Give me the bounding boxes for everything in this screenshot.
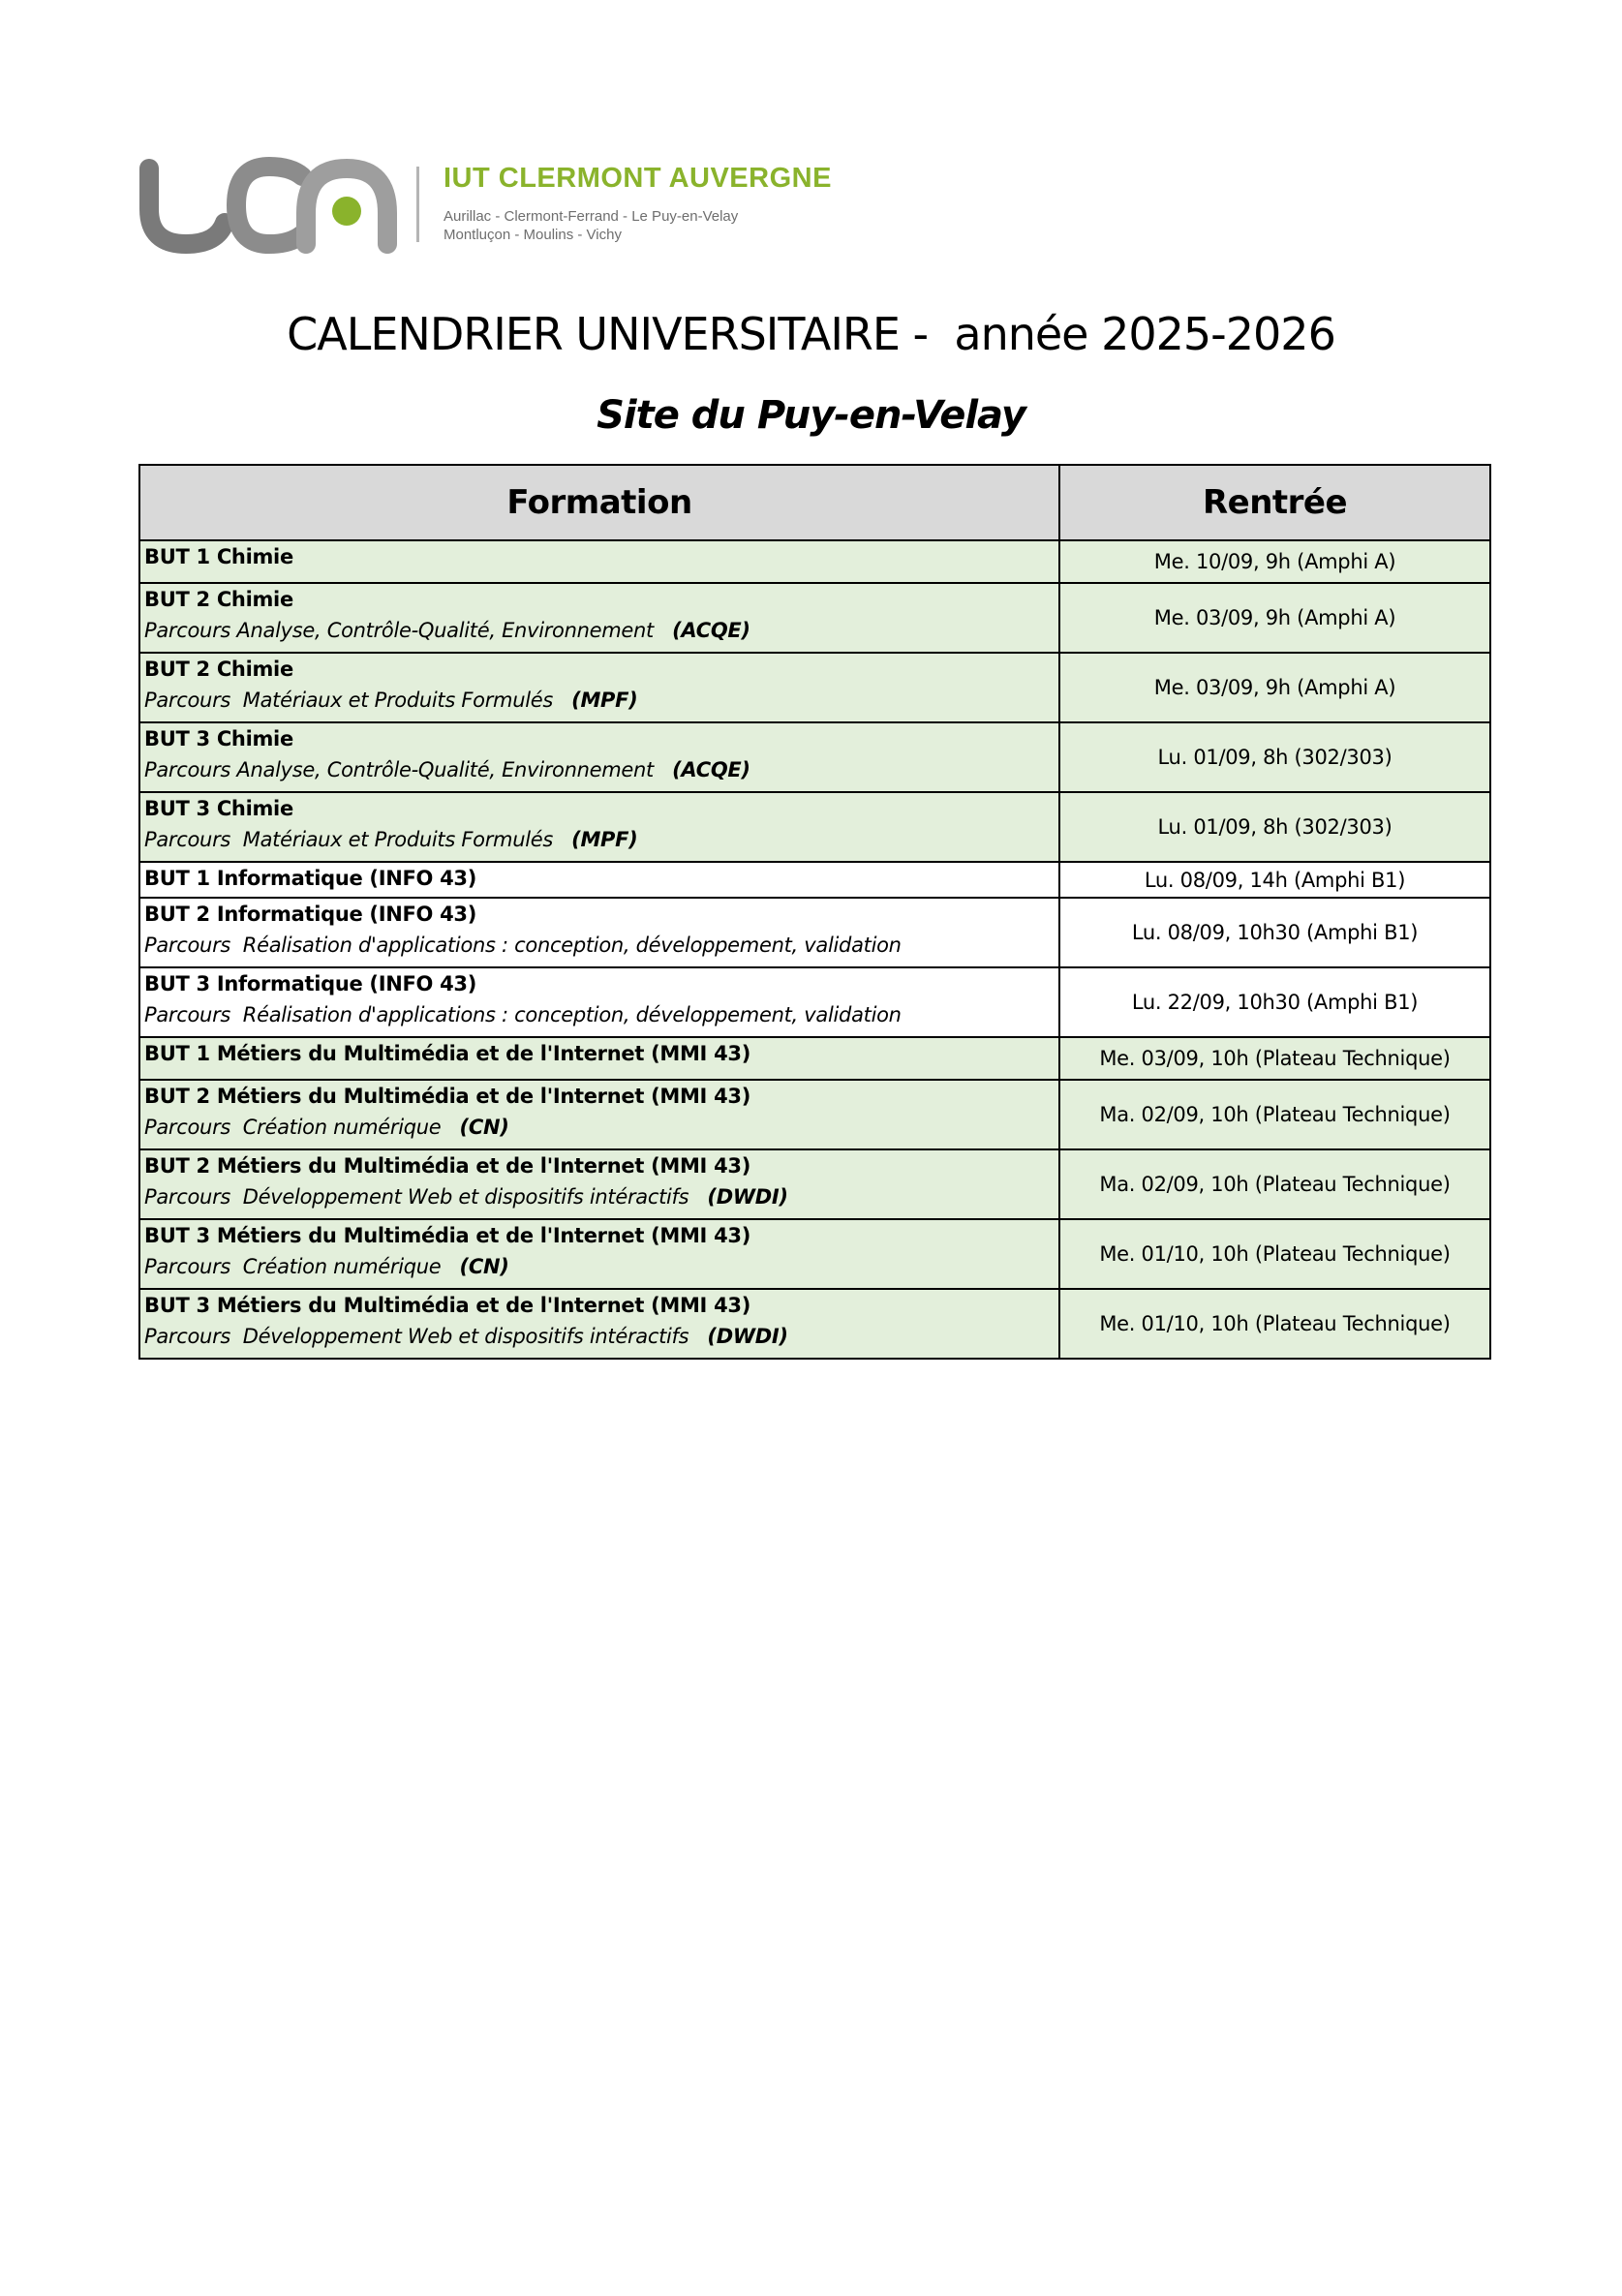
parcours-label: Parcours Création numérique bbox=[144, 1255, 460, 1278]
parcours-label: Parcours Création numérique bbox=[144, 1116, 460, 1139]
table-row bbox=[139, 1219, 1490, 1289]
calendar-table bbox=[138, 464, 1491, 1360]
formation-parcours bbox=[144, 824, 1055, 855]
logo-sites-line2: Montluçon - Moulins - Vichy bbox=[444, 227, 622, 243]
table-row bbox=[139, 898, 1490, 967]
rentree-cell: Lu. 08/09, 14h (Amphi B1) bbox=[1059, 862, 1490, 898]
parcours-label: Parcours Développement Web et dispositifs intéractifs bbox=[144, 1325, 708, 1348]
rentree-cell: Lu. 01/09, 8h (302/303) bbox=[1059, 722, 1490, 792]
formation-parcours bbox=[144, 1181, 1055, 1212]
formation-cell bbox=[139, 722, 1059, 792]
rentree-cell: Ma. 02/09, 10h (Plateau Technique) bbox=[1059, 1080, 1490, 1149]
formation-name: BUT 3 Métiers du Multimédia et de l'Internet (MMI 43) bbox=[144, 1294, 751, 1317]
formation-parcours bbox=[144, 1112, 1055, 1143]
formation-parcours bbox=[144, 1321, 1055, 1352]
formation-cell bbox=[139, 1149, 1059, 1219]
parcours-code: (DWDI) bbox=[707, 1185, 788, 1209]
formation-cell bbox=[139, 967, 1059, 1037]
formation-name: BUT 1 Chimie bbox=[144, 545, 293, 568]
table-row bbox=[139, 1037, 1490, 1080]
formation-name: BUT 2 Métiers du Multimédia et de l'Internet (MMI 43) bbox=[144, 1154, 751, 1178]
formation-parcours bbox=[144, 930, 1055, 961]
logo-sites-line1: Aurillac - Clermont-Ferrand - Le Puy-en-Velay bbox=[444, 208, 739, 225]
table-row bbox=[139, 862, 1490, 898]
table-row bbox=[139, 1080, 1490, 1149]
header-rentree: Rentrée bbox=[1059, 465, 1490, 540]
parcours-code: (DWDI) bbox=[707, 1325, 788, 1348]
formation-cell bbox=[139, 898, 1059, 967]
rentree-cell: Me. 01/10, 10h (Plateau Technique) bbox=[1059, 1219, 1490, 1289]
formation-parcours bbox=[144, 999, 1055, 1030]
rentree-cell: Me. 03/09, 10h (Plateau Technique) bbox=[1059, 1037, 1490, 1080]
uca-logo-icon bbox=[136, 155, 407, 256]
parcours-code: (MPF) bbox=[571, 689, 638, 712]
formation-cell bbox=[139, 1080, 1059, 1149]
parcours-code: (ACQE) bbox=[672, 758, 750, 781]
table-row bbox=[139, 722, 1490, 792]
logo-divider bbox=[416, 167, 419, 242]
table-row bbox=[139, 653, 1490, 722]
table-row bbox=[139, 967, 1490, 1037]
formation-name: BUT 2 Métiers du Multimédia et de l'Internet (MMI 43) bbox=[144, 1085, 751, 1108]
parcours-label: Parcours Réalisation d'applications : conception, développement, validation bbox=[144, 934, 902, 957]
table-header-row bbox=[139, 465, 1490, 540]
logo-name: IUT CLERMONT AUVERGNE bbox=[444, 163, 832, 194]
parcours-label: Parcours Réalisation d'applications : conception, développement, validation bbox=[144, 1003, 902, 1026]
calendar-table-body bbox=[139, 540, 1490, 1359]
formation-cell bbox=[139, 1289, 1059, 1359]
formation-parcours bbox=[144, 754, 1055, 785]
rentree-cell: Ma. 02/09, 10h (Plateau Technique) bbox=[1059, 1149, 1490, 1219]
formation-cell bbox=[139, 1037, 1059, 1080]
rentree-cell: Me. 03/09, 9h (Amphi A) bbox=[1059, 653, 1490, 722]
formation-name: BUT 2 Chimie bbox=[144, 658, 293, 681]
logo-sites bbox=[444, 207, 738, 244]
parcours-code: (MPF) bbox=[571, 828, 638, 851]
rentree-cell: Me. 10/09, 9h (Amphi A) bbox=[1059, 540, 1490, 583]
rentree-cell: Lu. 22/09, 10h30 (Amphi B1) bbox=[1059, 967, 1490, 1037]
formation-name: BUT 2 Chimie bbox=[144, 588, 293, 611]
formation-name: BUT 1 Métiers du Multimédia et de l'Internet (MMI 43) bbox=[144, 1042, 751, 1065]
formation-name: BUT 3 Informatique (INFO 43) bbox=[144, 972, 477, 995]
parcours-label: Parcours Matériaux et Produits Formulés bbox=[144, 689, 572, 712]
formation-cell bbox=[139, 653, 1059, 722]
parcours-label: Parcours Analyse, Contrôle-Qualité, Environnement bbox=[144, 758, 673, 781]
table-row bbox=[139, 792, 1490, 862]
parcours-label: Parcours Analyse, Contrôle-Qualité, Environnement bbox=[144, 619, 673, 642]
formation-cell bbox=[139, 862, 1059, 898]
parcours-code: (CN) bbox=[459, 1255, 509, 1278]
formation-name: BUT 3 Métiers du Multimédia et de l'Internet (MMI 43) bbox=[144, 1224, 751, 1247]
formation-name: BUT 3 Chimie bbox=[144, 727, 293, 750]
parcours-label: Parcours Matériaux et Produits Formulés bbox=[144, 828, 572, 851]
table-row bbox=[139, 1289, 1490, 1359]
document-subtitle: Site du Puy-en-Velay bbox=[597, 393, 1025, 438]
header-formation: Formation bbox=[139, 465, 1059, 540]
formation-parcours bbox=[144, 685, 1055, 716]
formation-name: BUT 2 Informatique (INFO 43) bbox=[144, 903, 477, 926]
parcours-code: (CN) bbox=[459, 1116, 509, 1139]
table-row bbox=[139, 1149, 1490, 1219]
formation-parcours bbox=[144, 1251, 1055, 1282]
formation-cell bbox=[139, 792, 1059, 862]
formation-name: BUT 1 Informatique (INFO 43) bbox=[144, 867, 477, 890]
rentree-cell: Me. 03/09, 9h (Amphi A) bbox=[1059, 583, 1490, 653]
parcours-code: (ACQE) bbox=[672, 619, 750, 642]
rentree-cell: Lu. 01/09, 8h (302/303) bbox=[1059, 792, 1490, 862]
document-title: CALENDRIER UNIVERSITAIRE - année 2025-2026 bbox=[287, 308, 1335, 360]
rentree-cell: Me. 01/10, 10h (Plateau Technique) bbox=[1059, 1289, 1490, 1359]
rentree-cell: Lu. 08/09, 10h30 (Amphi B1) bbox=[1059, 898, 1490, 967]
table-row bbox=[139, 583, 1490, 653]
table-row bbox=[139, 540, 1490, 583]
formation-cell bbox=[139, 1219, 1059, 1289]
formation-parcours bbox=[144, 615, 1055, 646]
parcours-label: Parcours Développement Web et dispositifs intéractifs bbox=[144, 1185, 708, 1209]
formation-cell bbox=[139, 540, 1059, 583]
formation-cell bbox=[139, 583, 1059, 653]
formation-name: BUT 3 Chimie bbox=[144, 797, 293, 820]
iut-logo bbox=[136, 155, 872, 261]
